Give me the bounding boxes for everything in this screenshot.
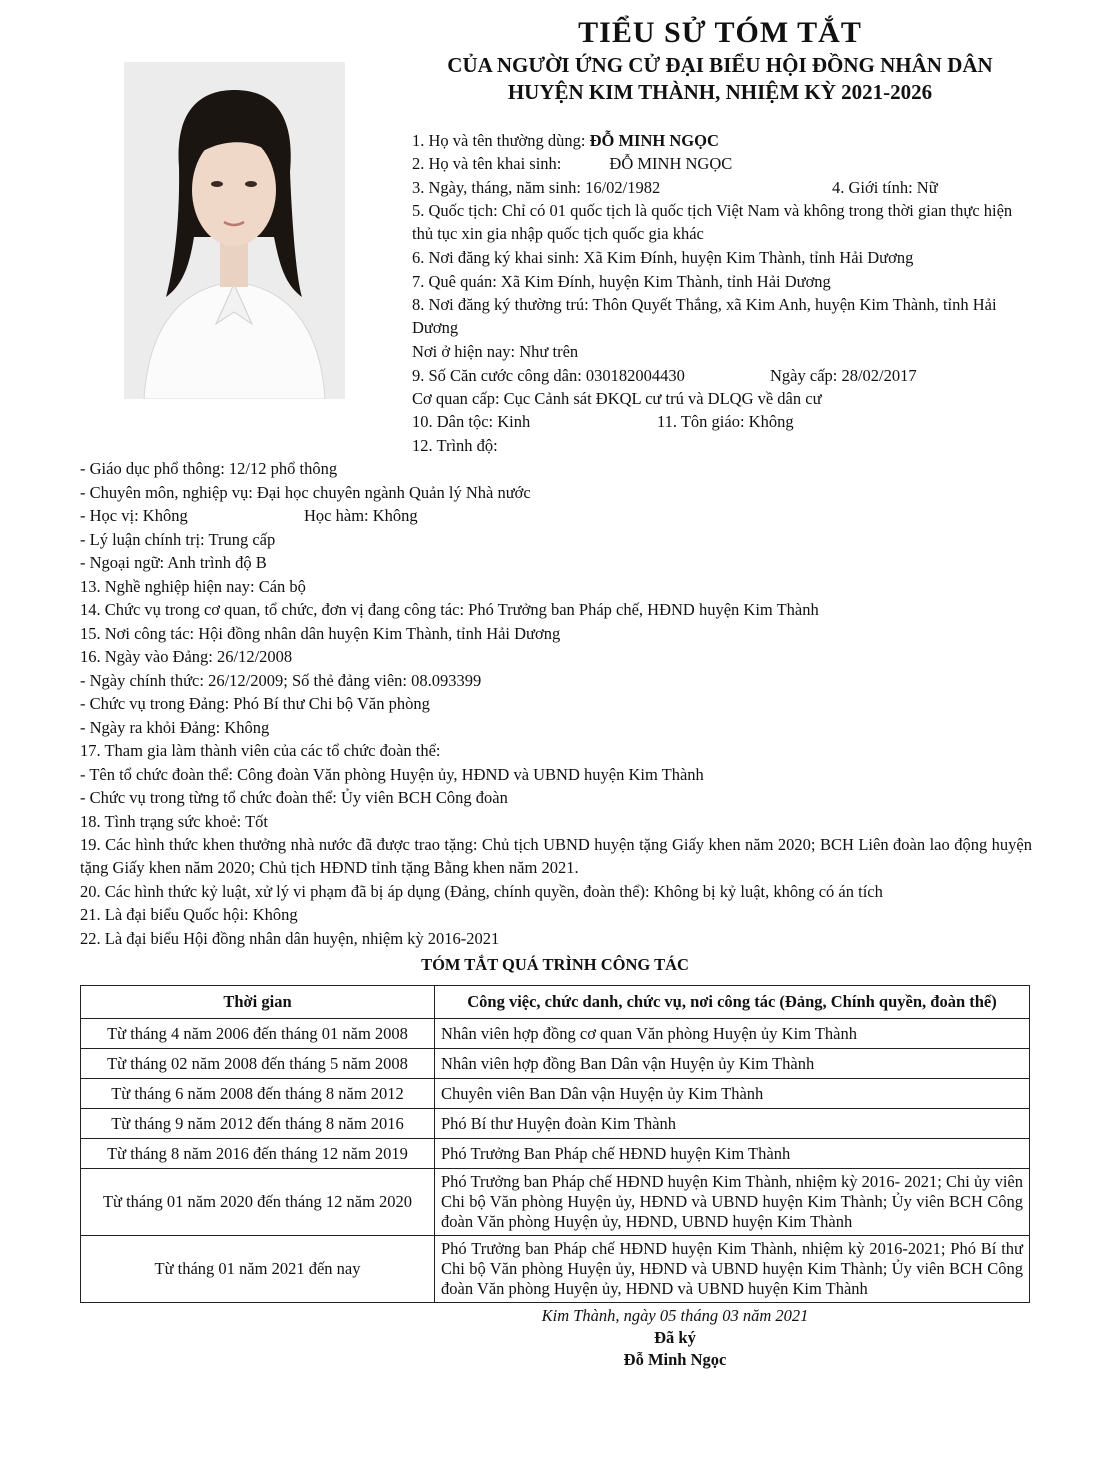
row-description: Phó Trưởng ban Pháp chế HĐND huyện Kim Thành, nhiệm kỳ 2016- 2021; Chi ủy viên Chi bộ Văn phòng Huyện ủy, HĐND và UBND huyện Kim Thành; Ủy viên BCH Công đoàn Văn phòng Huyện ủy, HĐND, UBND huyện Kim Thành xyxy=(435,1169,1030,1236)
document-header xyxy=(330,14,1109,106)
row-description: Chuyên viên Ban Dân vận Huyện ủy Kim Thành xyxy=(435,1079,1030,1109)
edu-major: - Chuyên môn, nghiệp vụ: Đại học chuyên ngành Quản lý Nhà nước xyxy=(80,483,531,502)
table-row xyxy=(81,1049,1030,1079)
row-time: Từ tháng 9 năm 2012 đến tháng 8 năm 2016 xyxy=(81,1109,435,1139)
row-description: Nhân viên hợp đồng cơ quan Văn phòng Huyện ủy Kim Thành xyxy=(435,1019,1030,1049)
row-description: Phó Bí thư Huyện đoàn Kim Thành xyxy=(435,1109,1030,1139)
table-row xyxy=(81,1109,1030,1139)
bio-organization-name: - Tên tổ chức đoàn thể: Công đoàn Văn phòng Huyện ủy, HĐND và UBND huyện Kim Thành xyxy=(80,765,704,784)
bio-id-number: 9. Số Căn cước công dân: 030182004430 xyxy=(412,366,685,385)
bio-birth-name xyxy=(412,152,732,175)
bio-birth-registration: 6. Nơi đăng ký khai sinh: Xã Kim Đính, huyện Kim Thành, tỉnh Hải Dương xyxy=(412,248,914,267)
signature-place-date: Kim Thành, ngày 05 tháng 03 năm 2021 xyxy=(541,1306,809,1325)
bio-health: 18. Tình trạng sức khoẻ: Tốt xyxy=(80,812,268,831)
bio-position: 14. Chức vụ trong cơ quan, tổ chức, đơn vị đang công tác: Phó Trưởng ban Pháp chế, HĐND huyện Kim Thành xyxy=(80,600,819,619)
bio-council-delegate: 22. Là đại biểu Hội đồng nhân dân huyện, nhiệm kỳ 2016-2021 xyxy=(80,929,500,948)
edu-academic-title: Học hàm: Không xyxy=(304,506,418,525)
bio-gender: 4. Giới tính: Nữ xyxy=(832,178,938,197)
edu-language: - Ngoại ngữ: Anh trình độ B xyxy=(80,553,267,572)
bio-party-official-date: - Ngày chính thức: 26/12/2009; Số thẻ đảng viên: 08.093399 xyxy=(80,671,482,690)
bio-birth-name-label: 2. Họ và tên khai sinh: xyxy=(412,154,562,173)
bio-id-issuer: Cơ quan cấp: Cục Cảnh sát ĐKQL cư trú và DLQG về dân cư xyxy=(412,389,822,408)
bio-religion: 11. Tôn giáo: Không xyxy=(657,412,794,431)
table-header-row xyxy=(81,986,1030,1019)
document-subtitle-2: HUYỆN KIM THÀNH, NHIỆM KỲ 2021-2026 xyxy=(507,80,933,104)
bio-common-name xyxy=(412,129,719,152)
document-title: TIỂU SỬ TÓM TẮT xyxy=(578,16,862,49)
row-description: Phó Trưởng ban Pháp chế HĐND huyện Kim Thành, nhiệm kỳ 2016-2021; Phó Bí thư Chi bộ Văn phòng Huyện ủy, HĐND và UBND huyện Kim Thành; Ủy viên BCH Công đoàn Văn phòng Huyện ủy, HĐND và UBND huyện Kim Thành xyxy=(435,1236,1030,1303)
column-header-description: Công việc, chức danh, chức vụ, nơi công tác (Đảng, Chính quyền, đoàn thể) xyxy=(435,986,1030,1019)
bio-organizations-heading: 17. Tham gia làm thành viên của các tổ chức đoàn thể: xyxy=(80,741,441,760)
signature-name: Đỗ Minh Ngọc xyxy=(623,1350,727,1369)
bio-discipline: 20. Các hình thức kỷ luật, xử lý vi phạm đã bị áp dụng (Đảng, chính quyền, đoàn thể): Không bị kỷ luật, không có án tích xyxy=(80,882,883,901)
table-row xyxy=(81,1169,1030,1236)
row-description: Nhân viên hợp đồng Ban Dân vận Huyện ủy Kim Thành xyxy=(435,1049,1030,1079)
bio-common-name-value: ĐỖ MINH NGỌC xyxy=(589,131,719,150)
row-time: Từ tháng 01 năm 2020 đến tháng 12 năm 2020 xyxy=(81,1169,435,1236)
row-time: Từ tháng 02 năm 2008 đến tháng 5 năm 2008 xyxy=(81,1049,435,1079)
bio-occupation: 13. Nghề nghiệp hiện nay: Cán bộ xyxy=(80,577,306,596)
bio-nationality: 5. Quốc tịch: Chỉ có 01 quốc tịch là quốc tịch Việt Nam và không trong thời gian thực hiện thủ tục xin gia nhập quốc tịch quốc gia khác xyxy=(412,201,1013,243)
column-header-time: Thời gian xyxy=(81,986,435,1019)
bio-party-join-date: 16. Ngày vào Đảng: 26/12/2008 xyxy=(80,647,293,666)
bio-hometown: 7. Quê quán: Xã Kim Đính, huyện Kim Thành, tỉnh Hải Dương xyxy=(412,272,831,291)
row-time: Từ tháng 8 năm 2016 đến tháng 12 năm 2019 xyxy=(81,1139,435,1169)
table-row xyxy=(81,1079,1030,1109)
row-time: Từ tháng 01 năm 2021 đến nay xyxy=(81,1236,435,1303)
work-history-heading: TÓM TẮT QUÁ TRÌNH CÔNG TÁC xyxy=(421,955,689,974)
bio-education-heading: 12. Trình độ: xyxy=(412,436,498,455)
edu-politics: - Lý luận chính trị: Trung cấp xyxy=(80,530,276,549)
bio-party-leave-date: - Ngày ra khỏi Đảng: Không xyxy=(80,718,270,737)
table-row xyxy=(81,1019,1030,1049)
bio-permanent-residence: 8. Nơi đăng ký thường trú: Thôn Quyết Thắng, xã Kim Anh, huyện Kim Thành, tỉnh Hải Dương xyxy=(412,295,997,337)
row-description: Phó Trưởng Ban Pháp chế HĐND huyện Kim Thành xyxy=(435,1139,1030,1169)
bio-workplace: 15. Nơi công tác: Hội đồng nhân dân huyện Kim Thành, tỉnh Hải Dương xyxy=(80,624,561,643)
bio-birth-name-value: ĐỖ MINH NGỌC xyxy=(609,154,733,173)
row-time: Từ tháng 4 năm 2006 đến tháng 01 năm 2008 xyxy=(81,1019,435,1049)
bio-party-position: - Chức vụ trong Đảng: Phó Bí thư Chi bộ Văn phòng xyxy=(80,694,430,713)
bio-current-residence: Nơi ở hiện nay: Như trên xyxy=(412,342,579,361)
table-row xyxy=(81,1236,1030,1303)
bio-common-name-label: 1. Họ và tên thường dùng: xyxy=(412,131,590,150)
bio-organization-role: - Chức vụ trong từng tổ chức đoàn thể: Ủy viên BCH Công đoàn xyxy=(80,788,508,807)
row-time: Từ tháng 6 năm 2008 đến tháng 8 năm 2012 xyxy=(81,1079,435,1109)
bio-id-issue-date: Ngày cấp: 28/02/2017 xyxy=(770,366,917,385)
portrait-photo xyxy=(124,62,345,399)
document-subtitle-1: CỦA NGƯỜI ỨNG CỬ ĐẠI BIỂU HỘI ĐỒNG NHÂN DÂN xyxy=(447,53,993,77)
bio-birth-date: 3. Ngày, tháng, năm sinh: 16/02/1982 xyxy=(412,178,661,197)
bio-awards: 19. Các hình thức khen thưởng nhà nước đã được trao tặng: Chủ tịch UBND huyện tặng Giấy khen năm 2020; BCH Liên đoàn lao động huyện tặng Giấy khen năm 2020; Chủ tịch HĐND tỉnh tặng Bằng khen năm 2021. xyxy=(80,835,1032,877)
signature-status: Đã ký xyxy=(654,1328,696,1347)
bio-ethnicity: 10. Dân tộc: Kinh xyxy=(412,412,531,431)
bio-national-assembly: 21. Là đại biểu Quốc hội: Không xyxy=(80,905,298,924)
table-row xyxy=(81,1139,1030,1169)
edu-degree: - Học vị: Không xyxy=(80,506,188,525)
edu-general: - Giáo dục phổ thông: 12/12 phổ thông xyxy=(80,459,338,478)
work-history-table xyxy=(80,985,1030,1303)
